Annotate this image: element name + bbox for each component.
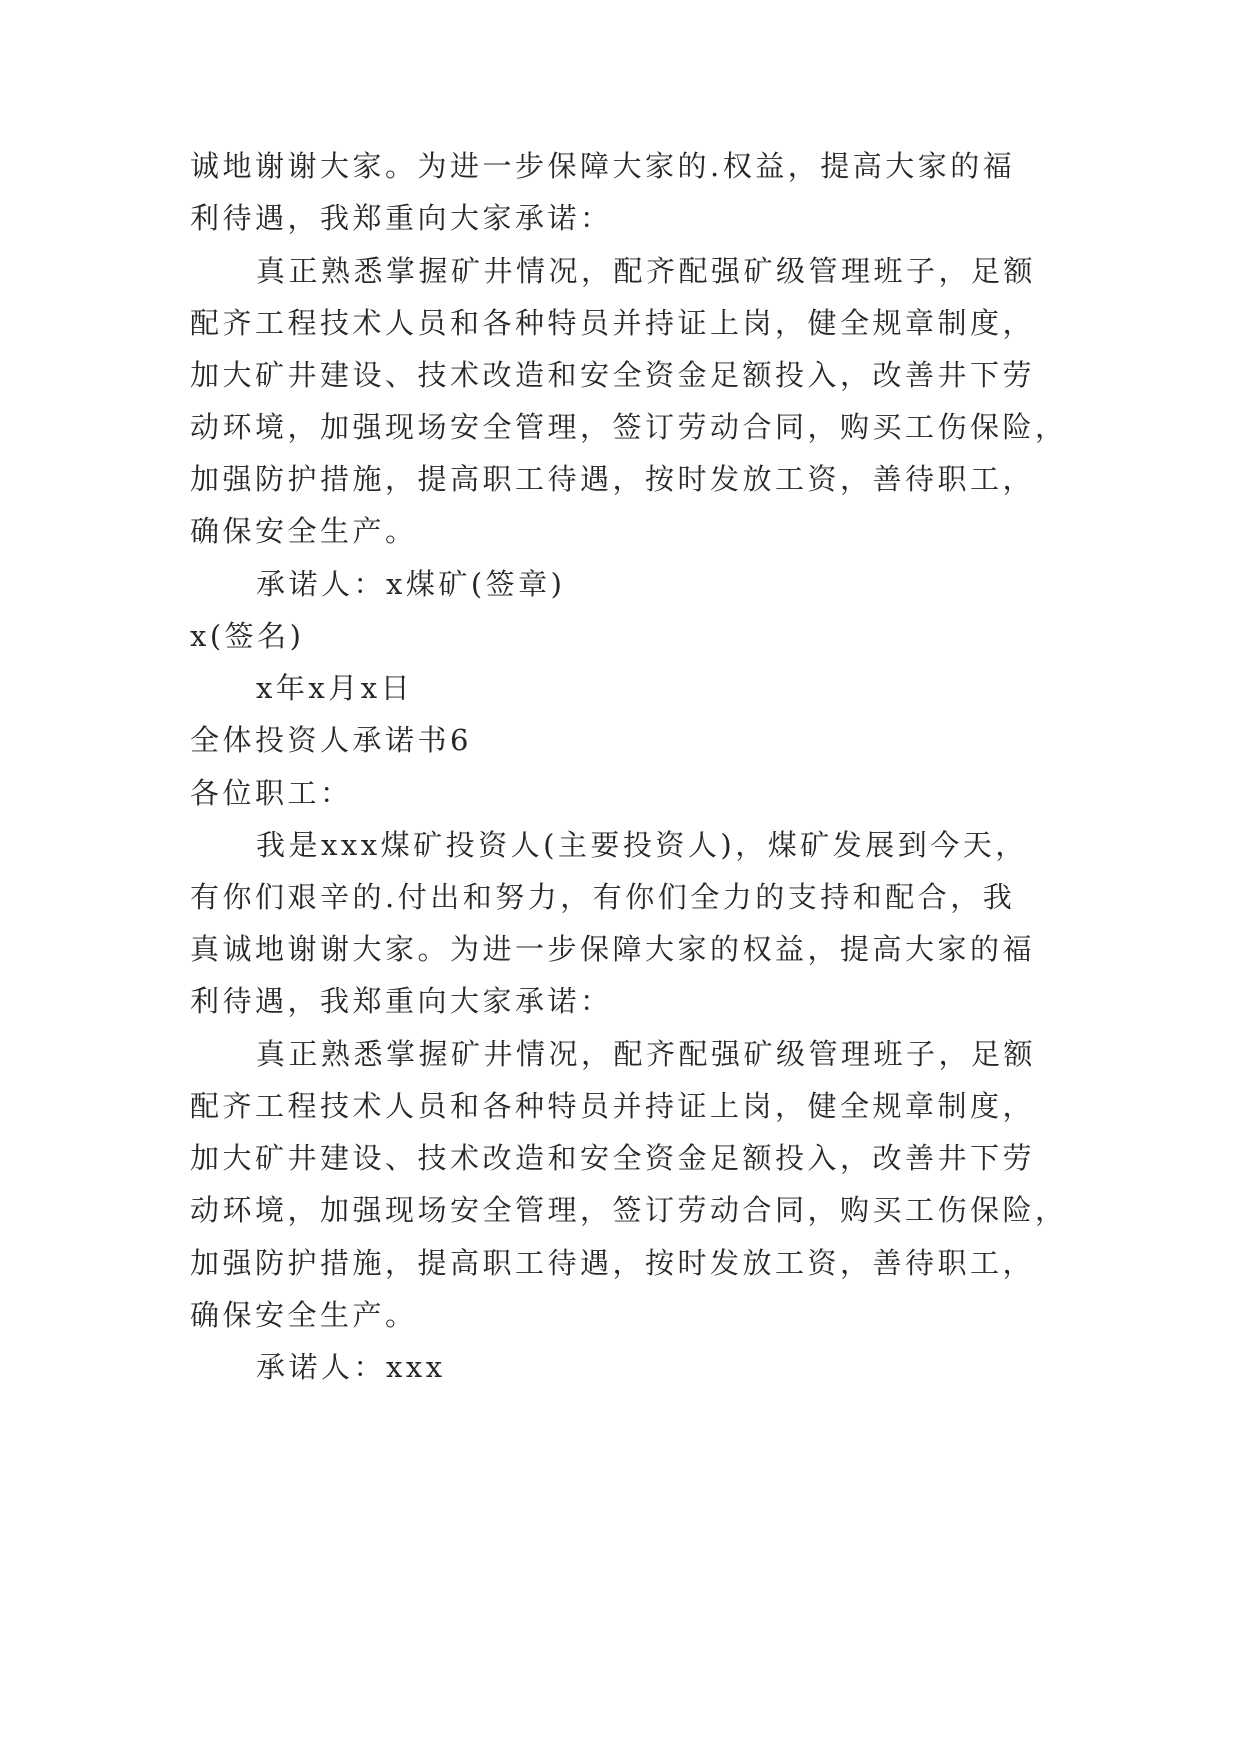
salutation: 各位职工： xyxy=(190,776,353,810)
paragraph-line: 配齐工程技术人员和各种特员并持证上岗，健全规章制度， xyxy=(190,306,1036,340)
paragraph-line: 真正熟悉掌握矿井情况，配齐配强矿级管理班子，足额 xyxy=(256,1037,1037,1071)
paragraph-line: 真正熟悉掌握矿井情况，配齐配强矿级管理班子，足额 xyxy=(256,254,1037,288)
paragraph-line: 利待遇，我郑重向大家承诺： xyxy=(190,201,613,235)
paragraph-line: 真诚地谢谢大家。为进一步保障大家的权益，提高大家的福 xyxy=(190,932,1036,966)
paragraph-line: 有你们艰辛的.付出和努力，有你们全力的支持和配合，我 xyxy=(190,880,1016,914)
paragraph-line: 动环境，加强现场安全管理，签订劳动合同，购买工伤保险， xyxy=(190,1193,1068,1227)
signature-line: x(签名) xyxy=(190,619,305,653)
paragraph-line: 动环境，加强现场安全管理，签订劳动合同，购买工伤保险， xyxy=(190,410,1068,444)
paragraph-line: 加大矿井建设、技术改造和安全资金足额投入，改善井下劳 xyxy=(190,1141,1036,1175)
paragraph-line: 确保安全生产。 xyxy=(190,514,418,548)
paragraph-line: 利待遇，我郑重向大家承诺： xyxy=(190,984,613,1018)
paragraph-line: 配齐工程技术人员和各种特员并持证上岗，健全规章制度， xyxy=(190,1089,1036,1123)
signatory-line: 承诺人：xxx xyxy=(256,1350,446,1384)
paragraph-line: 确保安全生产。 xyxy=(190,1298,418,1332)
paragraph-line: 我是xxx煤矿投资人(主要投资人)，煤矿发展到今天， xyxy=(256,828,1028,862)
signatory-line: 承诺人：x煤矿(签章) xyxy=(256,567,566,601)
paragraph-line: 加强防护措施，提高职工待遇，按时发放工资，善待职工， xyxy=(190,1246,1036,1280)
section-title: 全体投资人承诺书6 xyxy=(190,723,472,757)
paragraph-line: 加强防护措施，提高职工待遇，按时发放工资，善待职工， xyxy=(190,462,1036,496)
paragraph-line: 加大矿井建设、技术改造和安全资金足额投入，改善井下劳 xyxy=(190,358,1036,392)
paragraph-line: 诚地谢谢大家。为进一步保障大家的.权益，提高大家的福 xyxy=(190,149,1016,183)
date-line: x年x月x日 xyxy=(256,671,414,705)
